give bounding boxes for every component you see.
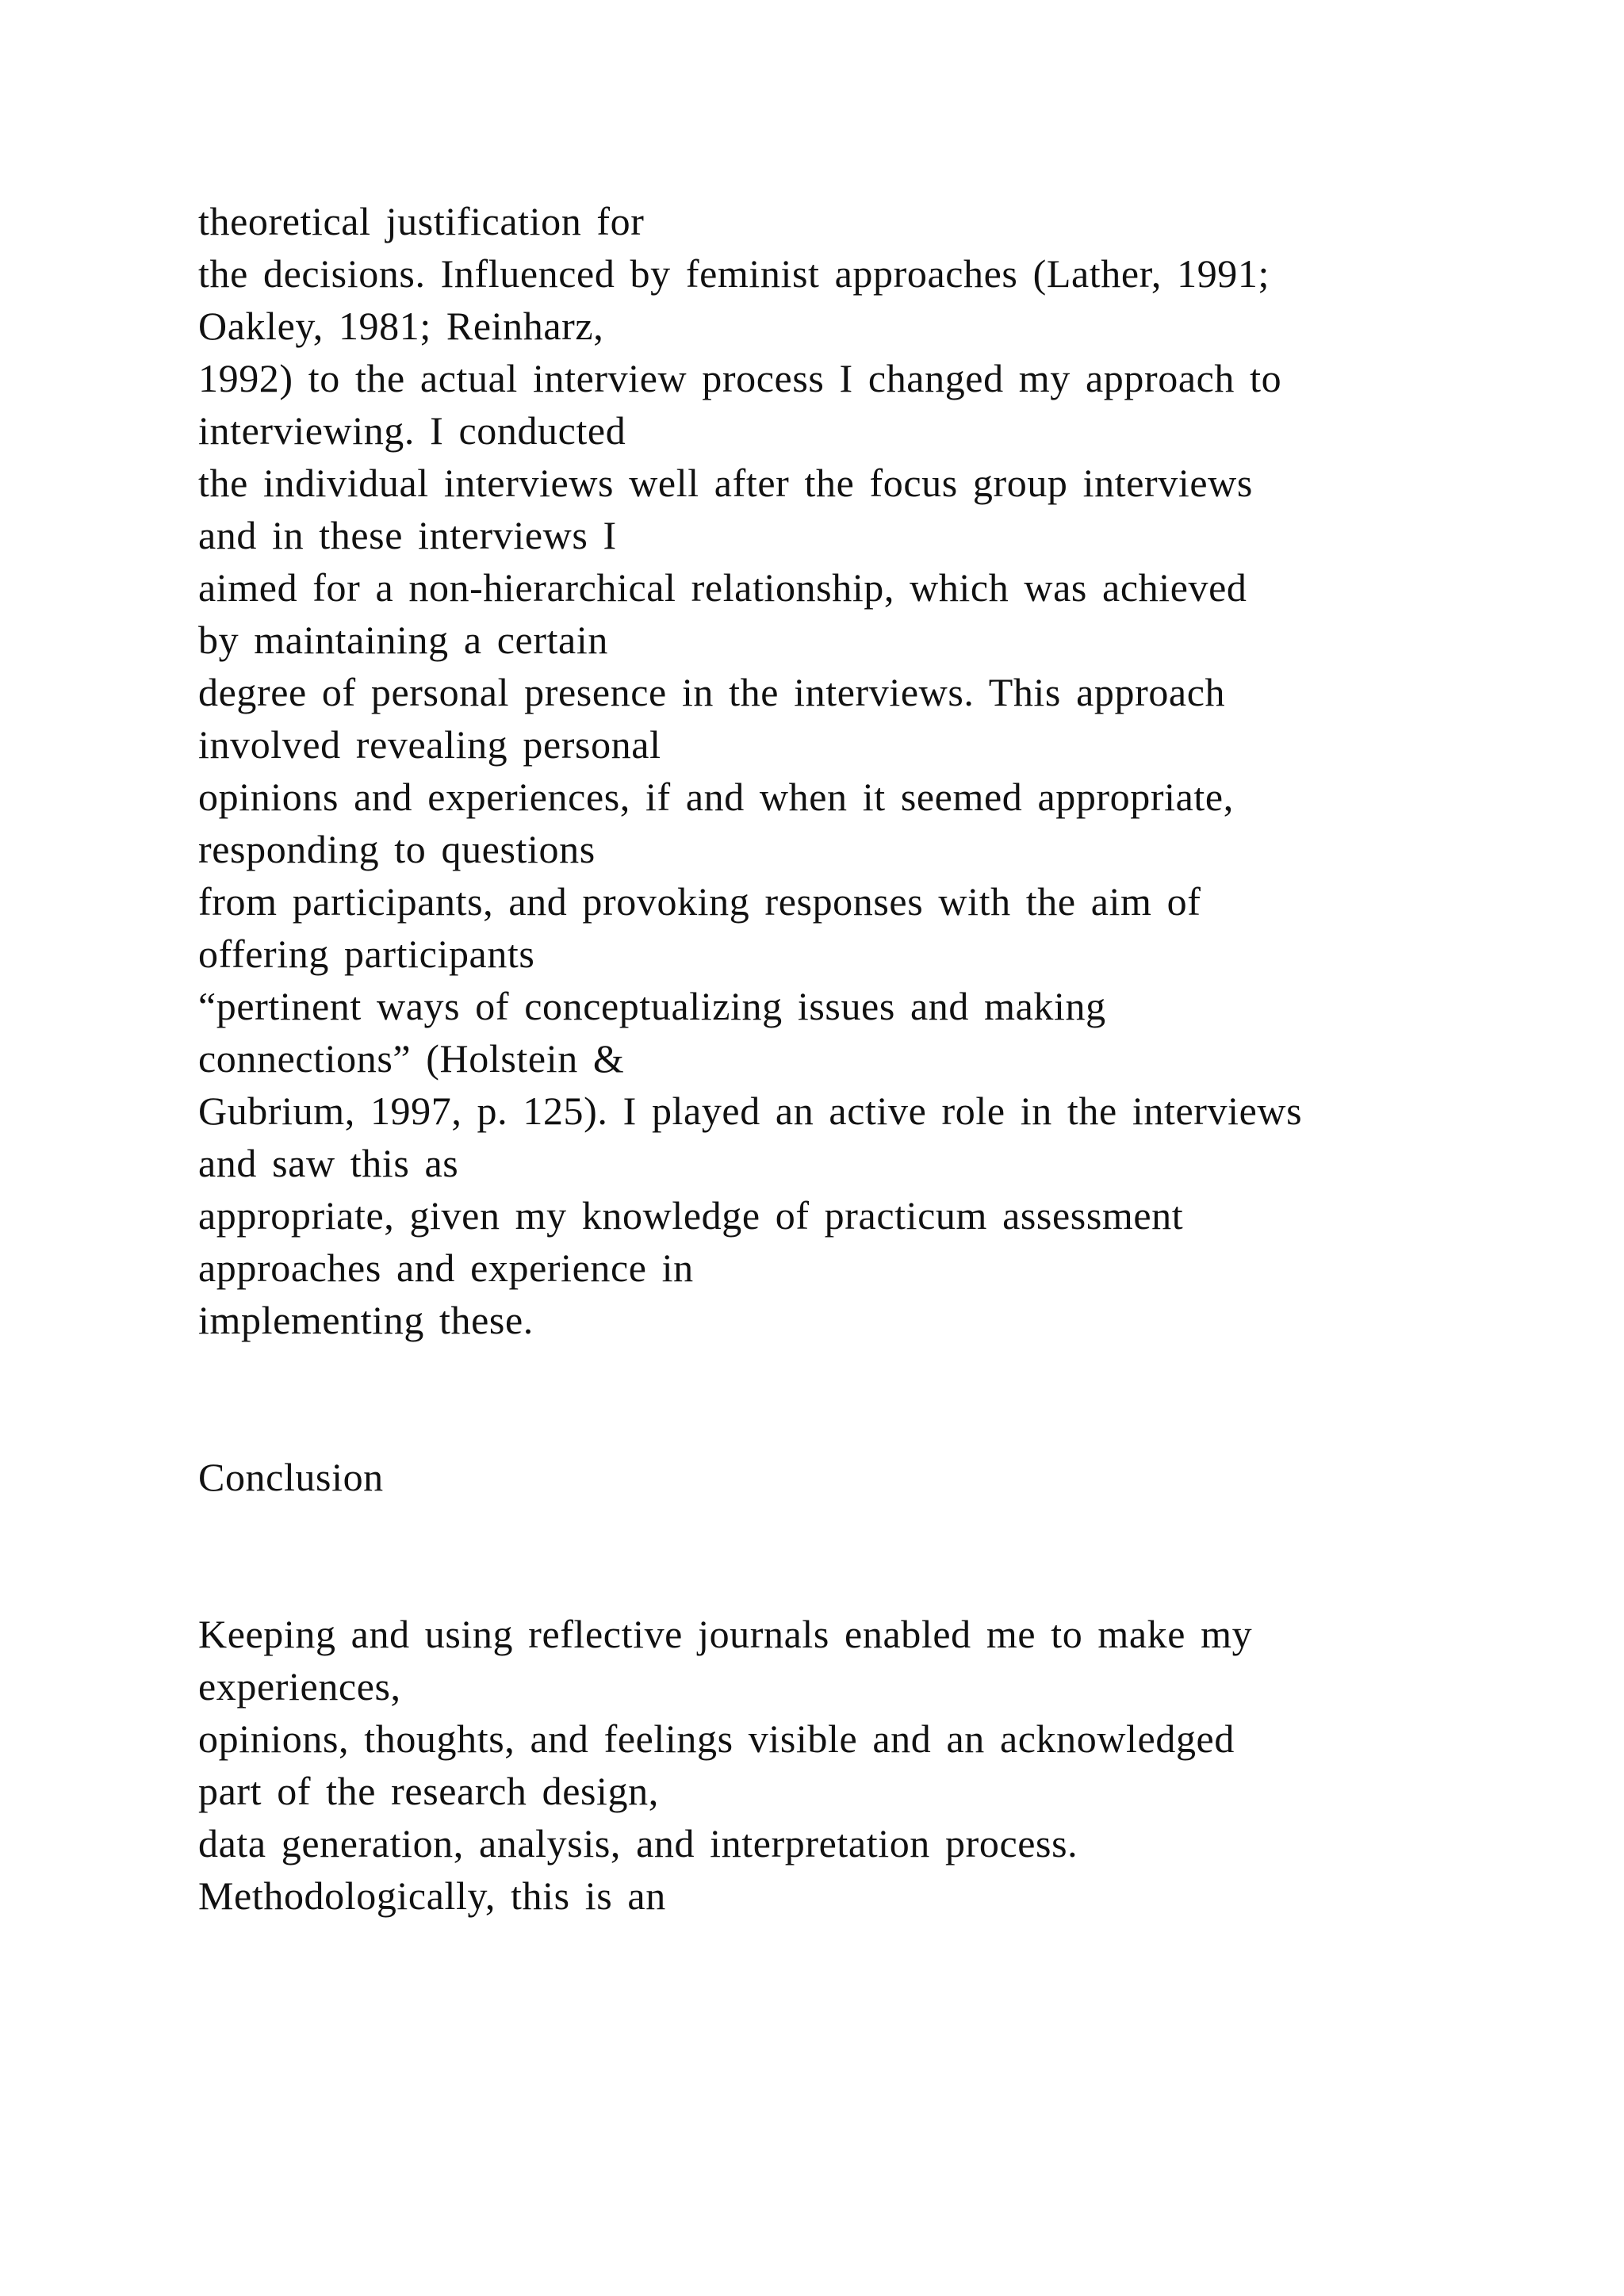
text-line: aimed for a non-hierarchical relationship, which was achieved — [198, 565, 1247, 610]
text-line: the decisions. Influenced by feminist approaches (Lather, 1991; — [198, 251, 1270, 296]
text-line: from participants, and provoking responses with the aim of — [198, 879, 1201, 924]
text-line: part of the research design, — [198, 1769, 659, 1813]
text-line: opinions and experiences, if and when it seemed appropriate, — [198, 775, 1234, 819]
text-line: experiences, — [198, 1664, 401, 1709]
text-line: implementing these. — [198, 1298, 534, 1342]
text-line: responding to questions — [198, 827, 596, 871]
text-line: degree of personal presence in the interviews. This approach — [198, 670, 1226, 714]
text-line: and in these interviews I — [198, 513, 617, 557]
text-line: approaches and experience in — [198, 1246, 694, 1290]
text-line: Methodologically, this is an — [198, 1873, 666, 1918]
text-line: the individual interviews well after the focus group interviews — [198, 461, 1253, 505]
text-line: appropriate, given my knowledge of practicum assessment — [198, 1193, 1184, 1238]
text-line: interviewing. I conducted — [198, 408, 626, 453]
text-line: “pertinent ways of conceptualizing issues and making — [198, 984, 1106, 1028]
text-line: 1992) to the actual interview process I changed my approach to — [198, 356, 1282, 400]
text-line: offering participants — [198, 932, 535, 976]
text-line: Gubrium, 1997, p. 125). I played an active role in the interviews — [198, 1089, 1303, 1133]
text-line: theoretical justification for — [198, 199, 645, 243]
section-heading: Conclusion — [198, 1455, 384, 1499]
text-line: connections” (Holstein & — [198, 1036, 625, 1081]
text-line: Oakley, 1981; Reinharz, — [198, 304, 604, 348]
text-line: and saw this as — [198, 1141, 459, 1185]
text-line: Keeping and using reflective journals enabled me to make my — [198, 1612, 1253, 1656]
text-line: data generation, analysis, and interpretation process. — [198, 1821, 1078, 1866]
text-line: involved revealing personal — [198, 722, 661, 767]
text-line: opinions, thoughts, and feelings visible and an acknowledged — [198, 1716, 1235, 1761]
text-line: by maintaining a certain — [198, 618, 608, 662]
